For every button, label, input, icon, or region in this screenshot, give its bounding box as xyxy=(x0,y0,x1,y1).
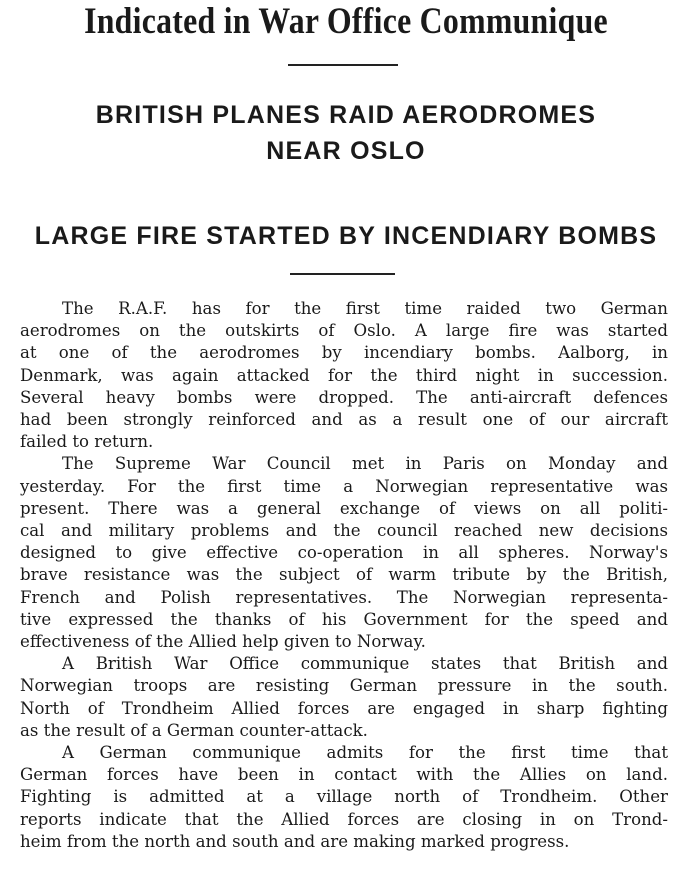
article-line: The R.A.F. has for the first time raided two German xyxy=(62,299,668,318)
secondary-subhead: LARGE FIRE STARTED BY INCENDIARY BOMBS xyxy=(34,222,658,250)
article-line: A British War Office communique states that British and xyxy=(62,654,668,674)
article-line: aerodromes on the outskirts of Oslo. A large fire was started xyxy=(20,321,668,341)
headline-rule xyxy=(288,64,398,66)
article-line: North of Trondheim Allied forces are engaged in sharp fighting xyxy=(20,698,668,718)
article-line: tive expressed the thanks of his Government for the speed and xyxy=(20,609,668,629)
article-body xyxy=(20,298,668,853)
article-line: Norwegian troops are resisting German pressure in the south. xyxy=(20,676,668,696)
article-line: as the result of a German counter-attack. xyxy=(20,720,368,740)
article-line: Fighting is admitted at a village north of Trondheim. Other xyxy=(20,787,668,807)
subhead-line-2: NEAR OSLO xyxy=(266,137,426,165)
article-line: French and Polish representatives. The Norwegian representa- xyxy=(20,587,668,607)
article-line: reports indicate that the Allied forces are closing in on Trond- xyxy=(20,809,668,829)
article-line: A German communique admits for the first time that xyxy=(62,743,668,763)
article-line: had been strongly reinforced and as a result one of our aircraft xyxy=(20,410,668,430)
article-line: cal and military problems and the council reached new decisions xyxy=(20,521,668,541)
article-line: failed to return. xyxy=(20,432,154,452)
article-line: Denmark, was again attacked for the third night in succession. xyxy=(20,365,668,385)
article-line: brave resistance was the subject of warm tribute by the British, xyxy=(20,565,668,585)
article-line: German forces have been in contact with the Allies on land. xyxy=(20,765,668,785)
subhead-rule xyxy=(290,273,395,275)
article-line: yesterday. For the first time a Norwegian representative was xyxy=(20,476,668,496)
article-line: effectiveness of the Allied help given to Norway. xyxy=(20,632,426,652)
article-line: The Supreme War Council met in Paris on Monday and xyxy=(62,454,668,474)
article-line: Several heavy bombs were dropped. The anti-aircraft defences xyxy=(20,387,668,407)
article-line: heim from the north and south and are making marked progress. xyxy=(20,831,570,851)
article-line: at one of the aerodromes by incendiary bombs. Aalborg, in xyxy=(20,343,668,363)
article-line: present. There was a general exchange of views on all politi- xyxy=(20,498,668,518)
article-line: designed to give effective co-operation in all spheres. Norway's xyxy=(20,543,668,563)
subhead-line-1: BRITISH PLANES RAID AERODROMES xyxy=(95,101,597,129)
headline: Indicated in War Office Communique xyxy=(84,1,608,42)
